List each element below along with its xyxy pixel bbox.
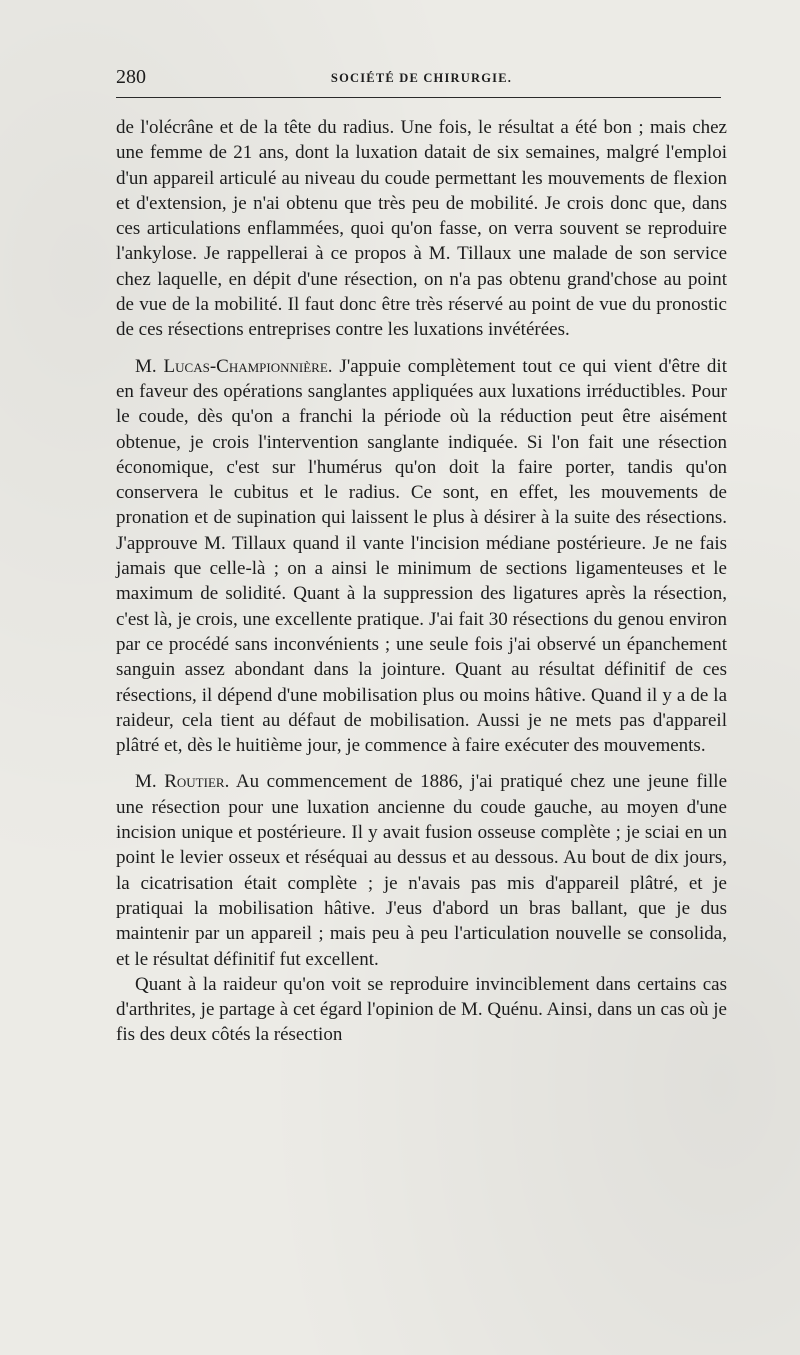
paragraph-routier [116, 769, 727, 971]
body-text [116, 115, 727, 1048]
running-title: SOCIÉTÉ DE CHIRURGIE. [330, 71, 513, 85]
paragraph-lucas-championniere [116, 354, 727, 759]
paragraph-text: de l'olécrâne et de la tête du radius. Une fois, le résultat a été bon ; mais chez une femme de 21 ans, dont la luxation datait de six semaines, malgré l'emploi d'un appareil articulé au niveau du coude permettant les mouvements de flexion et d'extension, je n'ai obtenu que très peu de mobilité. Je crois donc que, dans ces articulations enflammées, quoi qu'on fasse, on verra souvent se reproduire l'ankylose. Je rappellerai à ce propos à M. Tillaux une malade de son service chez laquelle, en dépit d'une résection, on n'a pas obtenu grand'chose au point de vue de la mobilité. Il faut donc être très réservé au point de vue du pronostic de ces résections entreprises contre les luxations invétérées. [116, 117, 727, 341]
paragraph-raideur [116, 972, 727, 1048]
header-rule [116, 97, 721, 98]
paragraph-text: Au commencement de 1886, j'ai pratiqué chez une jeune fille une résection pour une luxation ancienne du coude gauche, au moyen d'une incision unique et postérieure. Il y avait fusion osseuse complète ; je sciai en un point le levier osseux et réséquai au dessus et au dessous. Au bout de dix jours, la cicatrisation était complète ; je n'avais pas mis d'appareil plâtré, et je pratiquai la mobilisation hâtive. J'eus d'abord un bras ballant, que je dus maintenir par un appareil ; mais peu à peu l'articulation nouvelle se consolida, et le résultat définitif fut excellent. [116, 771, 727, 970]
paragraph-continuation [116, 115, 727, 343]
speaker-name: M. Lucas-Championnière. [135, 355, 333, 377]
page-header [116, 66, 727, 92]
paragraph-text: J'appuie complètement tout ce qui vient d'être dit en faveur des opérations sanglantes appliquées aux luxations irréductibles. Pour le coude, dès qu'on a franchi la période où la réduction peut être aisément obtenue, je crois l'intervention sanglante indiquée. Si l'on fait une résection économique, c'est sur l'humérus qu'on doit la faire porter, tandis qu'on conservera le cubitus et le radius. Ce sont, en effet, les mouvements de pronation et de supination qui laissent le plus à désirer à la suite des résections. J'approuve M. Tillaux quand il vante l'incision médiane postérieure. Je ne fais jamais que celle-là ; on a ainsi le minimum de sections ligamenteuses et le maximum de solidité. Quant à la suppression des ligatures après la résection, c'est là, je crois, une excellente pratique. J'ai fait 30 résections du genou environ par ce procédé sans inconvénients ; une seule fois j'ai observé un épanchement sanguin assez abondant dans la jointure. Quant au résultat définitif de ces résections, il dépend d'une mobilisation plus ou moins hâtive. Quand il y a de la raideur, cela tient au défaut de mobilisation. Aussi je ne mets pas d'appareil plâtré et, dès le huitième jour, je commence à faire exécuter des mouvements. [116, 355, 727, 757]
page-number: 280 [116, 66, 146, 88]
speaker-name: M. Routier. [135, 771, 230, 793]
paragraph-text: Quant à la raideur qu'on voit se reproduire invinciblement dans certains cas d'arthrites, je partage à cet égard l'opinion de M. Quénu. Ainsi, dans un cas où je fis des deux côtés la résection [116, 973, 727, 1046]
